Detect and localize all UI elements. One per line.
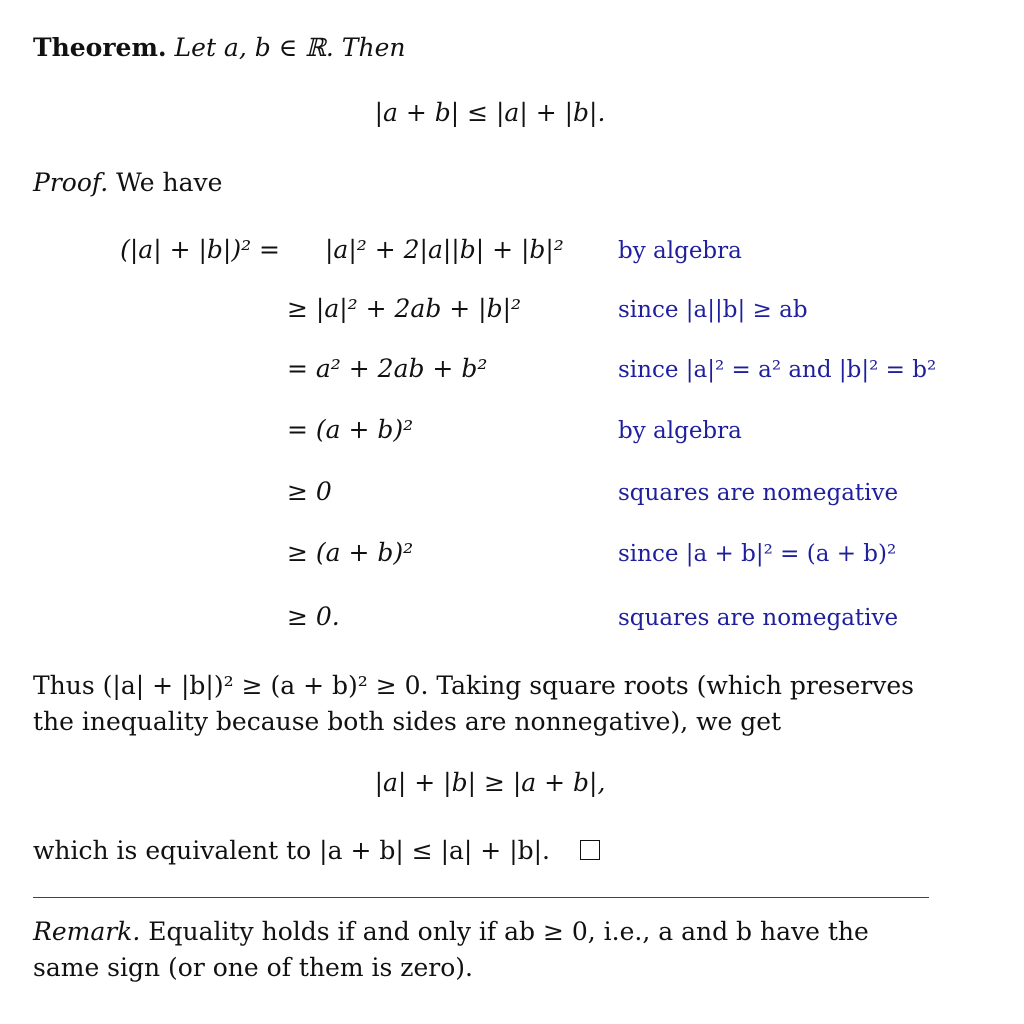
derivation-step-rhs: ≥ 0 [287, 477, 332, 506]
derivation-step-reason: by algebra [618, 238, 742, 264]
derivation-step-rhs: = (a + b)² [287, 415, 414, 444]
qed-square-icon [580, 840, 600, 860]
derivation-step-reason: squares are nomegative [618, 480, 899, 506]
display-equation-result: |a| + |b| ≥ |a + b|, [374, 768, 606, 797]
remark-text: Equality holds if and only if ab ≥ 0, i.e., a and b have the same sign (or one of them is zero). [33, 917, 869, 982]
derivation-step-rhs: |a|² + 2|a||b| + |b|² [325, 235, 564, 264]
display-equation-triangle-inequality: |a + b| ≤ |a| + |b|. [374, 98, 606, 127]
theorem-body: Let a, b ∈ ℝ. Then [174, 33, 406, 62]
proof-paragraph: Thus (|a| + |b|)² ≥ (a + b)² ≥ 0. Taking square roots (which preserves the inequality because both sides are nonnegative), we get [33, 671, 914, 736]
proof-heading: Proof. [33, 168, 109, 197]
horizontal-rule [33, 897, 929, 898]
derivation-step-reason: by algebra [618, 418, 742, 444]
theorem-statement [33, 33, 405, 62]
theorem-heading: Theorem. [33, 33, 167, 62]
derivation-step-reason: since |a|² = a² and |b|² = b² [618, 357, 937, 383]
proof-intro [33, 168, 222, 197]
proof-conclusion [33, 836, 600, 865]
conclusion-text: which is equivalent to |a + b| ≤ |a| + |b|. [33, 836, 550, 865]
remark-heading: Remark. [33, 917, 141, 946]
derivation-step-reason: since |a||b| ≥ ab [618, 297, 808, 323]
derivation-lhs: (|a| + |b|)² = [120, 235, 280, 264]
derivation-step-rhs: ≥ (a + b)² [287, 538, 414, 567]
proof-intro-text: We have [116, 168, 223, 197]
derivation-step-reason: squares are nomegative [618, 605, 899, 631]
derivation-step-rhs: ≥ |a|² + 2ab + |b|² [287, 294, 522, 323]
derivation-step-rhs: ≥ 0. [287, 602, 340, 631]
remark [33, 914, 933, 986]
derivation-step-reason: since |a + b|² = (a + b)² [618, 541, 897, 567]
derivation-step-rhs: = a² + 2ab + b² [287, 354, 488, 383]
